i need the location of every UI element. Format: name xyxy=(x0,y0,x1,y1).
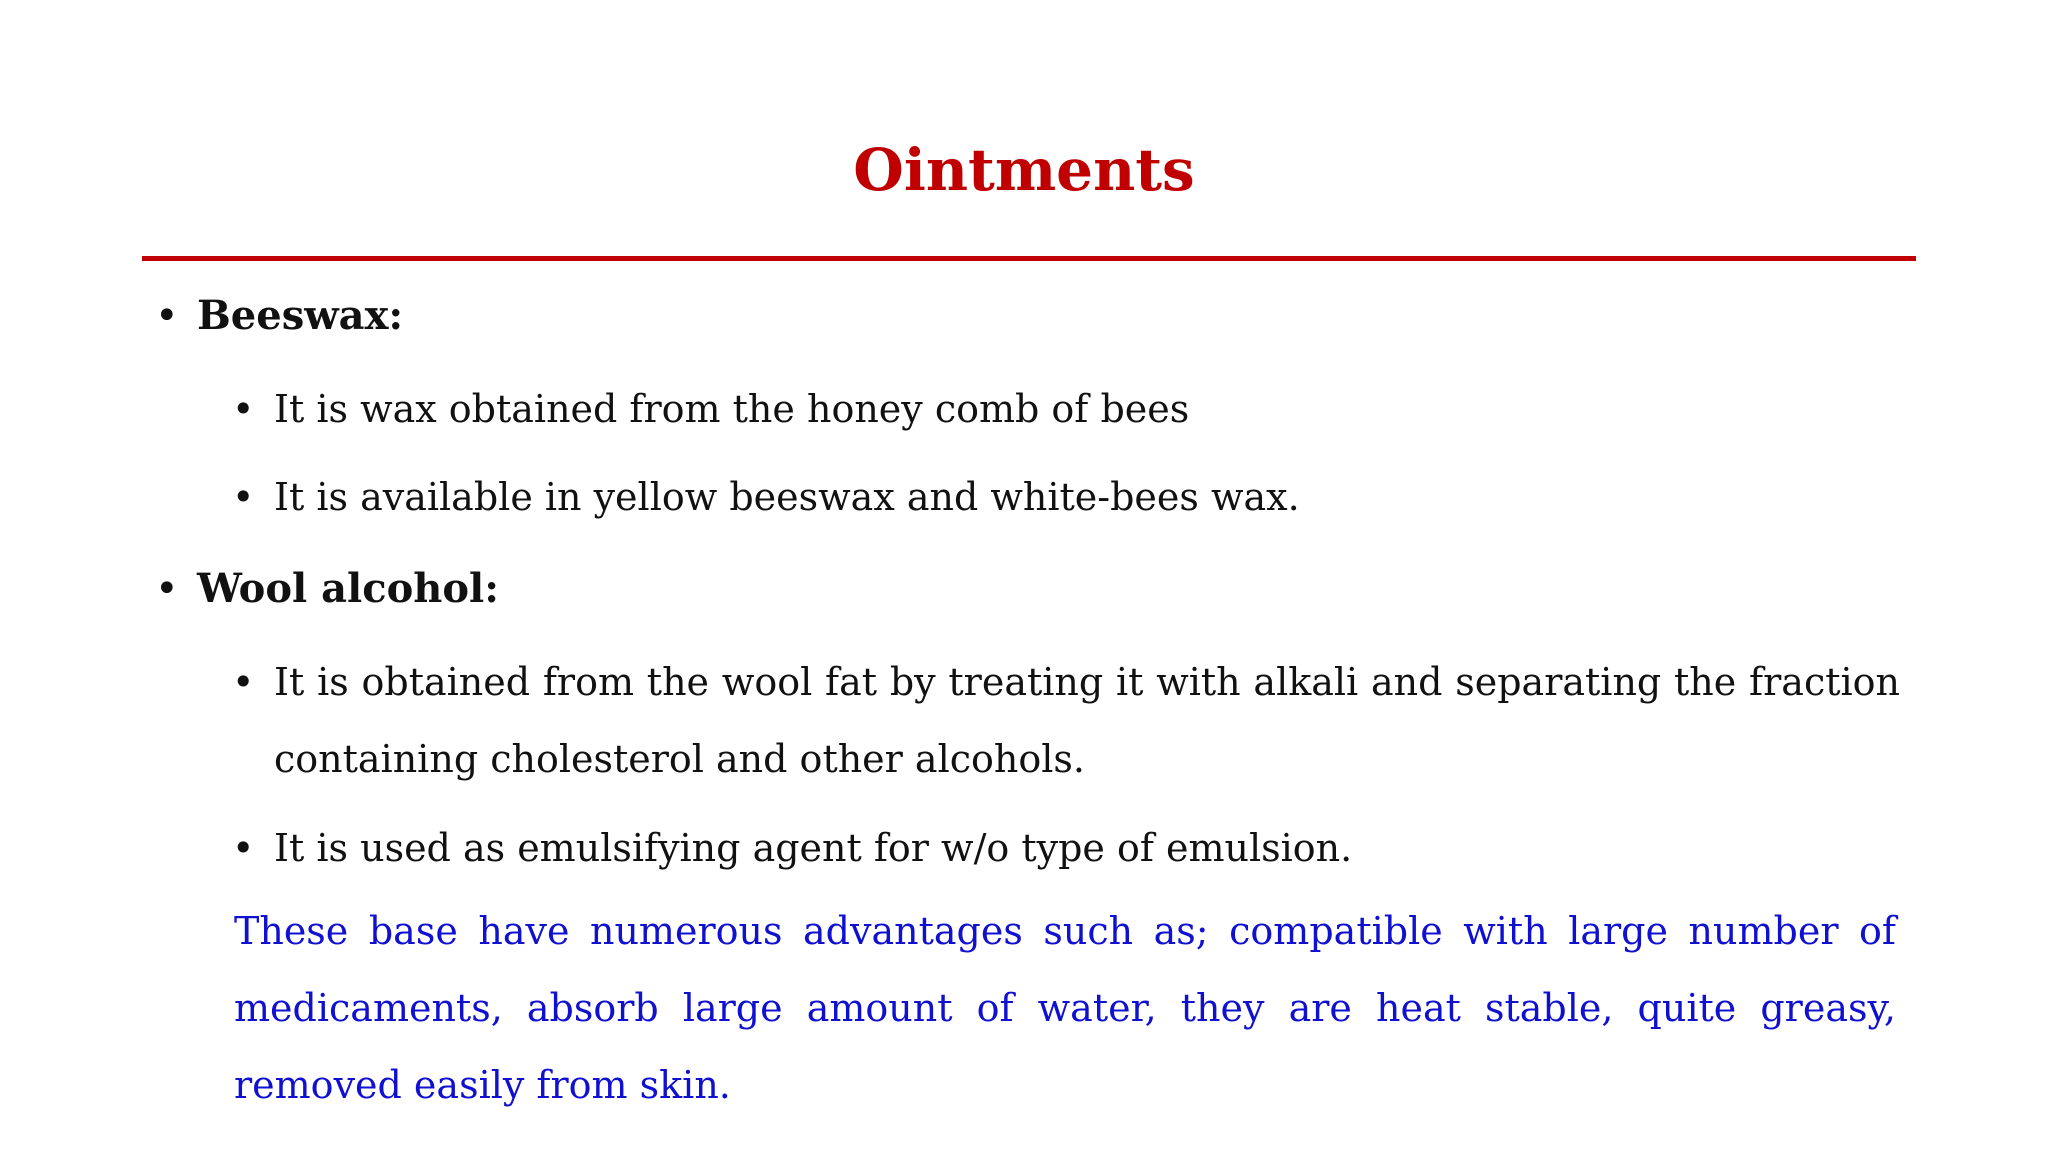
bullet-icon: • xyxy=(155,293,179,339)
section-heading-text: Wool alcohol: xyxy=(197,565,500,612)
bullet-icon: • xyxy=(232,387,255,431)
summary-note: These base have numerous advantages such as; compatible with large number of medicaments, absorb large amount of water, they are heat stable, quite greasy, removed easily from skin. xyxy=(234,909,1896,1107)
bullet-icon: • xyxy=(232,475,255,519)
list-item-text: It is available in yellow beeswax and white-bees wax. xyxy=(274,475,1300,519)
list-item-text: It is used as emulsifying agent for w/o type of emulsion. xyxy=(274,826,1353,870)
list-item-text: It is obtained from the wool fat by treating it with alkali and separating the fraction containing cholesterol and other alcohols. xyxy=(274,660,1900,781)
list-item xyxy=(232,644,1900,798)
list-item xyxy=(232,459,1900,536)
title-divider xyxy=(142,256,1916,261)
list-item-text: It is wax obtained from the honey comb of bees xyxy=(274,387,1190,431)
list-item xyxy=(232,371,1900,448)
section-heading-text: Beeswax: xyxy=(197,292,404,339)
bullet-icon: • xyxy=(232,826,255,870)
bullet-icon: • xyxy=(232,660,255,704)
list-item xyxy=(232,810,1900,887)
slide-title: Ointments xyxy=(853,136,1195,204)
bullet-icon: • xyxy=(155,566,179,612)
